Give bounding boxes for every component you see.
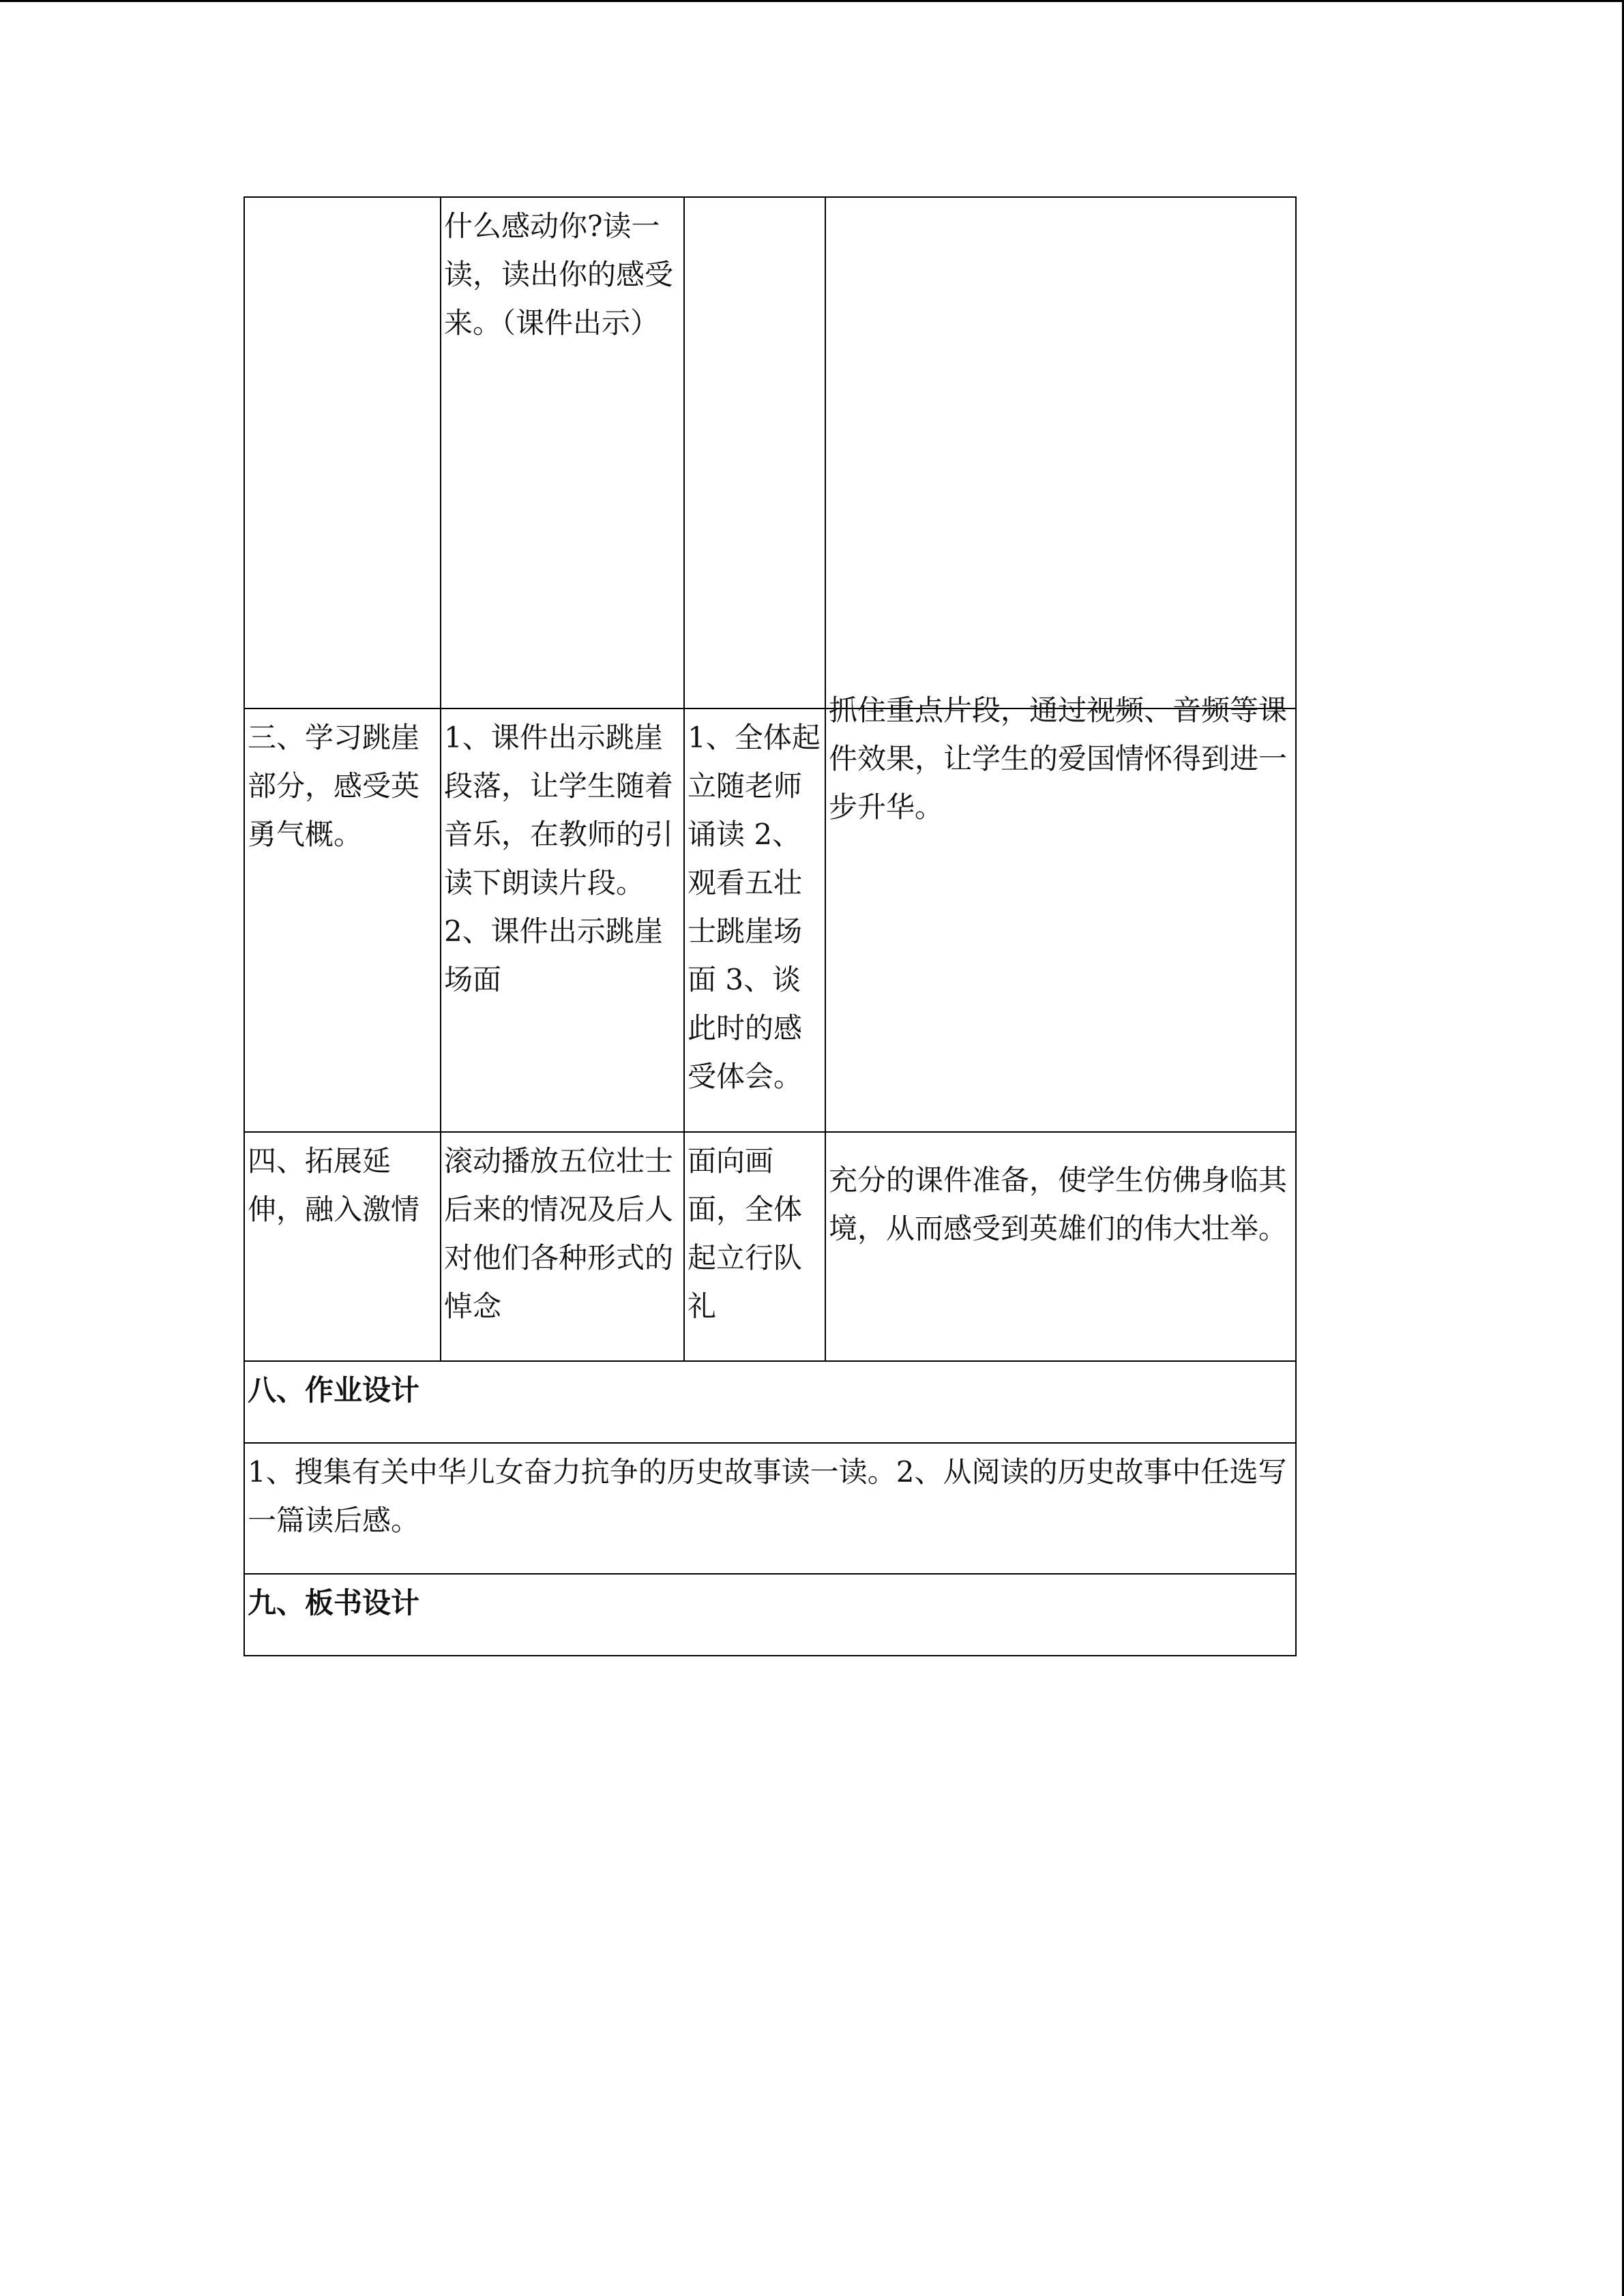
student-activity-text: 面向画面，全体起立行队礼: [688, 1144, 803, 1323]
teacher-activity-text: 什么感动你?读一读，读出你的感受来。（课件出示）: [444, 209, 674, 340]
stage-text: 四、拓展延伸，融入激情: [248, 1144, 420, 1226]
design-intent-text: 抓住重点片段，通过视频、音频等课件效果，让学生的爱国情怀得到进一步升华。: [829, 694, 1288, 824]
stage-cell: [244, 197, 441, 709]
homework-body-cell: [244, 1443, 1296, 1574]
board-heading-cell: [244, 1574, 1296, 1656]
design-intent-cell: [825, 1132, 1296, 1361]
homework-body: 1、搜集有关中华儿女奋力抗争的历史故事读一读。2、从阅读的历史故事中任选写一篇读后感。: [248, 1455, 1287, 1537]
homework-heading: 八、作业设计: [248, 1373, 420, 1407]
student-activity-cell: [684, 709, 825, 1132]
table-row: [244, 1443, 1296, 1574]
board-heading: 九、板书设计: [248, 1586, 420, 1620]
student-activity-cell: [684, 1132, 825, 1361]
design-intent-text: 充分的课件准备，使学生仿佛身临其境，从而感受到英雄们的伟大壮举。: [829, 1163, 1288, 1245]
stage-text: 三、学习跳崖部分，感受英勇气概。: [248, 721, 420, 851]
student-activity-cell: [684, 197, 825, 709]
table-row: [244, 1132, 1296, 1361]
student-activity-text: 1、全体起立随老师诵读 2、观看五壮士跳崖场面 3、谈此时的感受体会。: [688, 721, 821, 1093]
design-intent-cell: [825, 694, 1296, 1132]
homework-heading-cell: [244, 1361, 1296, 1443]
table-row: [244, 709, 1296, 1132]
design-intent-cell: [825, 197, 1296, 709]
teacher-activity-cell: [441, 709, 684, 1132]
lesson-plan-table: [243, 196, 1297, 1656]
page-top-border: [0, 0, 1624, 2]
stage-cell: [244, 709, 441, 1132]
teacher-activity-text: 1、课件出示跳崖段落，让学生随着音乐，在教师的引读下朗读片段。2、课件出示跳崖场面: [444, 721, 674, 996]
teacher-activity-cell: [441, 1132, 684, 1361]
table-row: [244, 197, 1296, 709]
table-row: [244, 1361, 1296, 1443]
stage-cell: [244, 1132, 441, 1361]
teacher-activity-cell: [441, 197, 684, 709]
table-row: [244, 1574, 1296, 1656]
teacher-activity-text: 滚动播放五位壮士后来的情况及后人对他们各种形式的悼念: [444, 1144, 674, 1323]
